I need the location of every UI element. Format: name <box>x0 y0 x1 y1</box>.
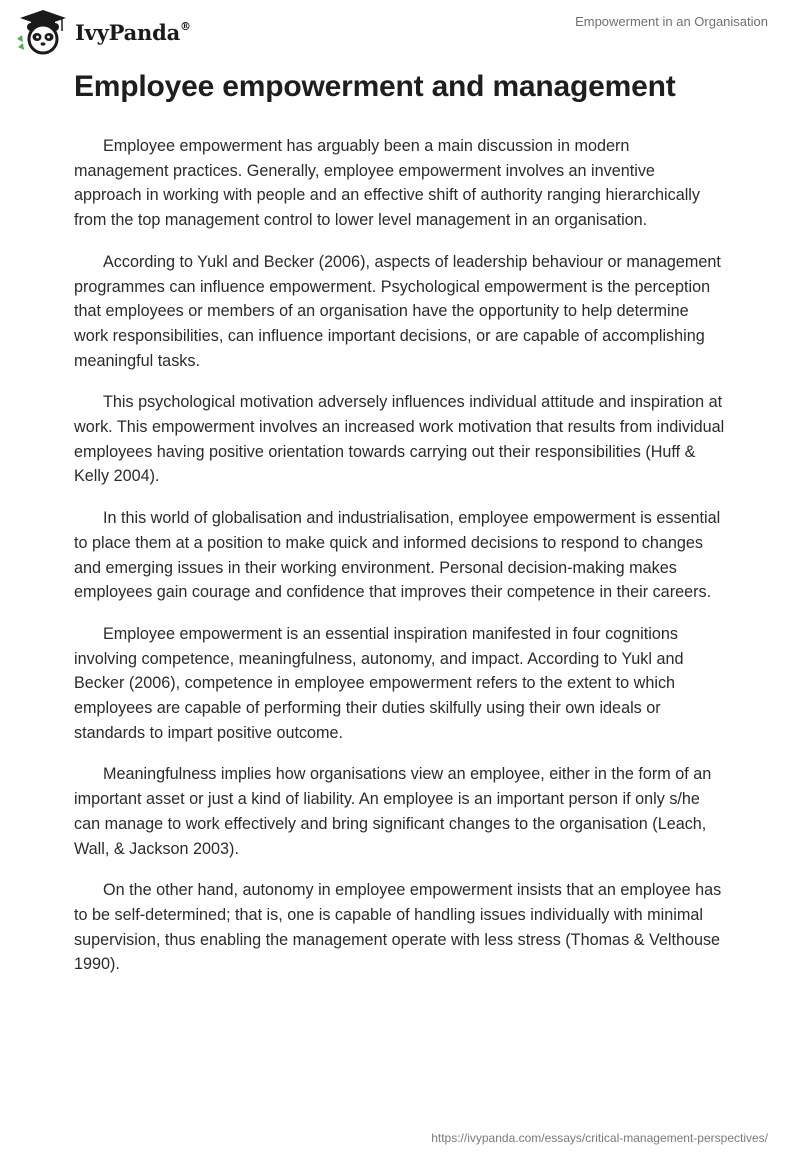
brand-name-text: IvyPanda <box>75 19 181 45</box>
article-body <box>74 134 726 994</box>
document-title: Empowerment in an Organisation <box>575 14 768 29</box>
paragraph: In this world of globalisation and industrialisation, employee empowerment is essential to place them at a position to make quick and informed decisions to respond to changes and emerging issues in their working environment. Personal decision-making makes employees gain courage and confidence that improves their competence in their careers. <box>74 509 721 602</box>
panda-logo-icon <box>14 9 72 55</box>
paragraph: According to Yukl and Becker (2006), aspects of leadership behaviour or management programmes can influence empowerment. Psychological empowerment is the perception that employees or members of an organisation have the opportunity to help determine work responsibilities, can influence important decisions, or are capable of accomplishing meaningful tasks. <box>74 252 721 370</box>
paragraph: This psychological motivation adversely influences individual attitude and inspiration at work. This empowerment involves an increased work motivation that results from individual employees having positive orientation towards carrying out their responsibilities (Huff & Kelly 2004). <box>74 393 725 486</box>
source-url[interactable]: https://ivypanda.com/essays/critical-management-perspectives/ <box>431 1131 768 1145</box>
paragraph: On the other hand, autonomy in employee empowerment insists that an employee has to be self-determined; that is, one is capable of handling issues individually with minimal supervision, thus enabling the management operate with less stress (Thomas & Velthouse 1990). <box>74 881 722 974</box>
page-title: Employee empowerment and management <box>74 70 676 103</box>
page-header <box>0 0 800 60</box>
brand-name <box>75 20 191 45</box>
paragraph: Employee empowerment has arguably been a main discussion in modern management practices. Generally, employee empowerment involves an inventive approach in working with people and an effective shift of authority ranging hierarchically from the top management control to lower level management in an organisation. <box>74 137 700 230</box>
paragraph: Employee empowerment is an essential inspiration manifested in four cognitions involving competence, meaningfulness, autonomy, and impact. According to Yukl and Becker (2006), competence in employee empowerment refers to the extent to which employees are capable of performing their duties skilfully using their own ideals or standards to impart positive outcome. <box>74 624 684 742</box>
brand-logo[interactable] <box>14 9 191 55</box>
registered-mark: ® <box>180 19 191 33</box>
paragraph: Meaningfulness implies how organisations view an employee, either in the form of an important asset or just a kind of liability. An employee is an important person if only s/he can manage to work effectively and bring significant changes to the organisation (Leach, Wall, & Jackson 2003). <box>74 765 712 858</box>
